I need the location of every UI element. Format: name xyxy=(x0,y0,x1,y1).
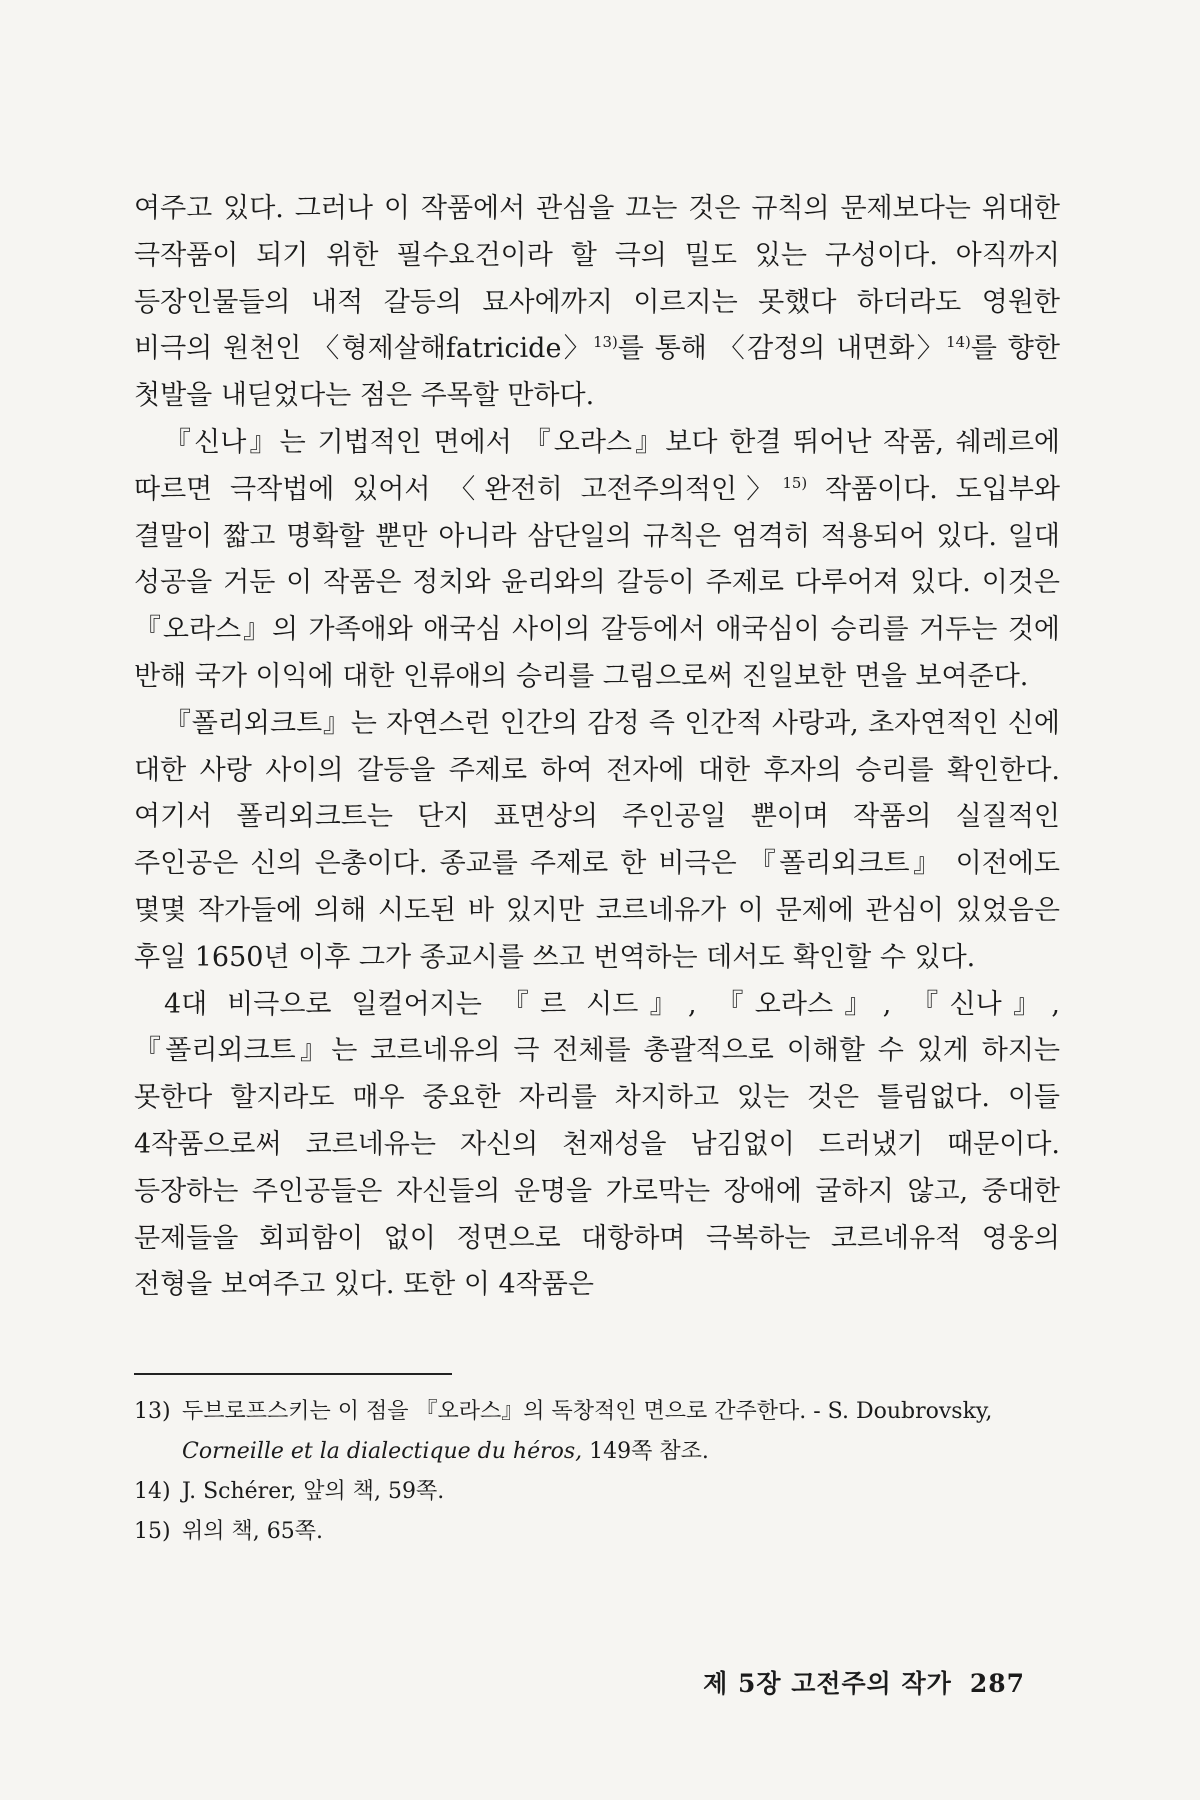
text-run: 를 통해 〈감정의 내면화〉 xyxy=(617,333,947,365)
text-run: 여주고 있다. 그러나 이 작품에서 관심을 끄는 것은 규칙의 문제보다는 위대한 극작품이 되기 위한 필수요건이라 할 극의 밀도 있는 구성이다. 아직까지 등장인물들의 내적 갈등의 묘사에까지 이르지는 못했다 하더라도 영원한 비극의 원천인 〈형제살해fatricide〉 xyxy=(134,193,1060,365)
footnote-number: 15) xyxy=(134,1519,171,1544)
body-text xyxy=(134,186,1060,1309)
text-run: 를 향한 첫발을 내딛었다는 점은 주목할 만하다. xyxy=(134,333,1060,412)
text-run: 두브로프스키는 이 점을 『오라스』의 독창적인 면으로 간주한다. - S. Doubrovsky, xyxy=(182,1399,993,1424)
book-title: Corneille et la dialectique du héros, xyxy=(182,1439,583,1464)
footnote-text xyxy=(182,1512,1060,1552)
footnote-number: 14) xyxy=(134,1479,171,1504)
text-run: J. Schérer, 앞의 책, 59쪽. xyxy=(182,1479,445,1504)
running-footer xyxy=(703,1664,1025,1700)
text-run: 149쪽 참조. xyxy=(582,1439,709,1464)
text-run: 『신나』는 기법적인 면에서 『오라스』보다 한결 뛰어난 작품, 쉐레르에 따르면 극작법에 있어서 〈완전히 고전주의적인〉 xyxy=(134,426,1060,505)
footnote-number: 13) xyxy=(134,1399,171,1424)
footnote-text xyxy=(182,1472,1060,1512)
paragraph xyxy=(134,186,1060,420)
footnote xyxy=(134,1472,1060,1512)
footnote-ref: 14) xyxy=(946,333,971,352)
text-run: 『폴리외크트』는 자연스런 인간의 감정 즉 인간적 사랑과, 초자연적인 신에 대한 사랑 사이의 갈등을 주제로 하여 전자에 대한 후자의 승리를 확인한다. 여기서 폴리외크트는 단지 표면상의 주인공일 뿐이며 작품의 실질적인 주인공은 신의 은총이다. 종교를 주제로 한 비극은 『폴리외크트』 이전에도 몇몇 작가들에 의해 시도된 바 있지만 코르네유가 이 문제에 관심이 있었음은 후일 1650년 이후 그가 종교시를 쓰고 번역하는 데서도 확인할 수 있다. xyxy=(134,707,1060,973)
footnote-divider xyxy=(134,1373,452,1375)
page-number: 287 xyxy=(969,1669,1025,1698)
paragraph xyxy=(134,982,1060,1310)
footnote-ref: 13) xyxy=(593,333,618,352)
footnote-text xyxy=(182,1392,1060,1472)
text-run: 작품이다. 도입부와 결말이 짧고 명확할 뿐만 아니라 삼단일의 규칙은 엄격히 적용되어 있다. 일대 성공을 거둔 이 작품은 정치와 윤리와의 갈등이 주제로 다루어져 있다. 이것은 『오라스』의 가족애와 애국심 사이의 갈등에서 애국심이 승리를 거두는 것에 반해 국가 이익에 대한 인류애의 승리를 그림으로써 진일보한 면을 보여준다. xyxy=(134,473,1061,692)
paragraph xyxy=(134,701,1060,982)
footnote xyxy=(134,1392,1060,1472)
text-run: 4대 비극으로 일컬어지는 『르 시드』, 『오라스』, 『신나』, 『폴리외크트』는 코르네유의 극 전체를 총괄적으로 이해할 수 있게 하지는 못한다 할지라도 매우 중요한 자리를 차지하고 있는 것은 틀림없다. 이들 4작품으로써 코르네유는 자신의 천재성을 남김없이 드러냈기 때문이다. 등장하는 주인공들은 자신들의 운명을 가로막는 장애에 굴하지 않고, 중대한 문제들을 회피함이 없이 정면으로 대항하며 극복하는 코르네유적 영웅의 전형을 보여주고 있다. 또한 이 4작품은 xyxy=(134,988,1060,1301)
paragraph xyxy=(134,420,1060,701)
chapter-title: 제 5장 고전주의 작가 xyxy=(703,1669,952,1698)
footnotes xyxy=(134,1392,1060,1552)
text-run: 위의 책, 65쪽. xyxy=(182,1519,323,1544)
footnote xyxy=(134,1512,1060,1552)
footnote-ref: 15) xyxy=(782,473,808,492)
